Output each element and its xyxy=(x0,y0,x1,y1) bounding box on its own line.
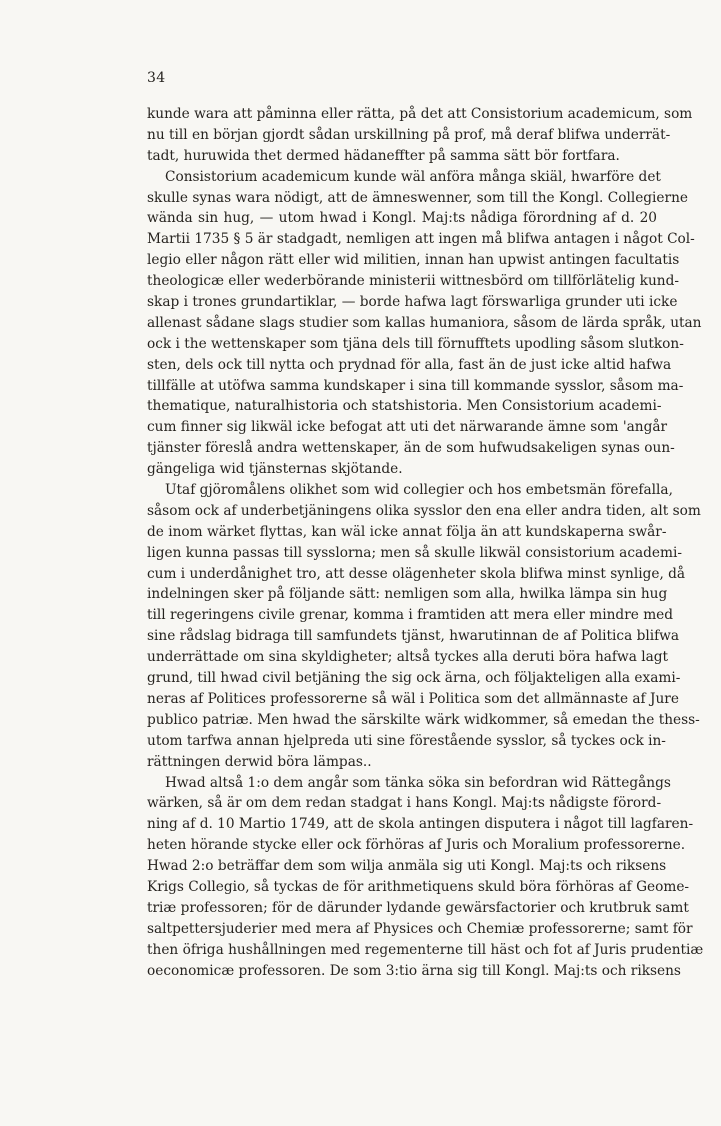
text-line: sten, dels ock till nytta och prydnad för alla, fast än de just icke altid hafwa xyxy=(147,356,672,373)
text-line: Utaf gjöromålens olikhet som wid collegier och hos embetsmän förefalla, xyxy=(165,482,673,499)
text-line: cum i underdånighet tro, att desse olägenheter skola blifwa minst synlige, då xyxy=(147,565,686,582)
text-line: wända sin hug, — utom hwad i Kongl. Maj:ts nådiga förordning af d. 20 xyxy=(147,210,657,227)
text-line: publico patriæ. Men hwad the särskilte wärk widkommer, så emedan the thess- xyxy=(147,711,700,728)
text-line: Krigs Collegio, så tyckas de för arithmetiquens skuld böra förhöras af Geome- xyxy=(147,878,690,895)
text-line: ning af d. 10 Martio 1749, att de skola antingen disputera i något till lagfaren- xyxy=(147,816,694,833)
text-line: skulle synas wara nödigt, att de ämneswenner, som till the Kongl. Collegierne xyxy=(147,189,688,206)
text-line: nu till en början gjordt sådan urskillning på prof, må deraf blifwa underrät- xyxy=(147,126,671,143)
text-line: sine rådslag bidraga till samfundets tjänst, hwarutinnan de af Politica blifwa xyxy=(147,628,680,645)
text-line: allenast sådane slags studier som kallas humaniora, såsom de lärda språk, utan xyxy=(147,314,702,331)
text-line: Martii 1735 § 5 är stadgadt, nemligen att ingen må blifwa antagen i något Col- xyxy=(147,231,695,248)
text-line: ock i the wettenskaper som tjäna dels till förnufftets upodling såsom slutkon- xyxy=(147,335,684,352)
text-line: neras af Politices professorerne så wäl i Politica som det allmännaste af Jure xyxy=(147,690,679,707)
text-line: then öfriga hushållningen med regementerne till häst och fot af Juris prudentiæ xyxy=(147,941,704,958)
text-line: till regeringens civile grenar, komma i framtiden att mera eller mindre med xyxy=(147,607,674,624)
text-line: underrättade om sina skyldigheter; altså tyckes alla deruti böra hafwa lagt xyxy=(147,649,669,666)
text-line: saltpettersjuderier med mera af Physices och Chemiæ professorerne; samt för xyxy=(147,920,693,937)
text-line: heten hörande stycke eller ock förhöras af Juris och Moralium professorerne. xyxy=(147,837,686,854)
text-line: indelningen sker på följande sätt: nemligen som alla, hwilka lämpa sin hug xyxy=(147,586,668,603)
text-line: tillfälle at utöfwa samma kundskaper i sina till kommande sysslor, såsom ma- xyxy=(147,377,684,394)
text-line: Hwad 2:o beträffar dem som wilja anmäla sig uti Kongl. Maj:ts och riksens xyxy=(147,858,667,875)
text-line: grund, till hwad civil betjäning the sig ock ärna, och följakteligen alla exami- xyxy=(147,670,681,687)
text-line: oeconomicæ professoren. De som 3:tio ärna sig till Kongl. Maj:ts och riksens xyxy=(147,962,681,979)
text-line: triæ professoren; för de därunder lydande gewärsfactorier och krutbruk samt xyxy=(147,899,689,916)
text-line: de inom wärket flyttas, kan wäl icke annat följa än att kundskaperna swår- xyxy=(147,523,667,540)
text-line: såsom ock af underbetjäningens olika sysslor den ena eller andra tiden, alt som xyxy=(147,502,701,519)
text-line: Hwad altså 1:o dem angår som tänka söka sin befordran wid Rättegångs xyxy=(165,774,671,791)
text-line: rättningen derwid böra lämpas.. xyxy=(147,753,372,770)
text-line: theologicæ eller wederbörande ministerii wittnesbörd om tillförlätelig kund- xyxy=(147,273,679,290)
text-line: kunde wara att påminna eller rätta, på det att Consistorium academicum, som xyxy=(147,106,693,122)
text-line: thematique, naturalhistoria och statshistoria. Men Consistorium academi- xyxy=(147,398,662,415)
page-number: 34 xyxy=(147,70,166,86)
text-line: tjänster föreslå andra wettenskaper, än de som hufwudsakeligen synas oun- xyxy=(147,440,675,457)
text-line: ligen kunna passas till sysslorna; men så skulle likwäl consistorium academi- xyxy=(147,544,682,561)
text-line: utom tarfwa annan hjelpreda uti sine förestående sysslor, så tyckes ock in- xyxy=(147,732,666,749)
text-line: legio eller någon rätt eller wid militien, innan han upwist antingen facultatis xyxy=(147,252,680,269)
text-line: wärken, så är om dem redan stadgat i hans Kongl. Maj:ts nådigste förord- xyxy=(147,795,662,812)
text-line: skap i trones grundartiklar, — borde hafwa lagt förswarliga grunder uti icke xyxy=(147,294,678,311)
text-line: cum finner sig likwäl icke befogat att uti det närwarande ämne som 'angår xyxy=(147,419,668,436)
text-line: Consistorium academicum kunde wäl anföra många skiäl, hwarföre det xyxy=(165,168,661,185)
body-text xyxy=(147,104,704,981)
text-line: gängeliga wid tjänsternas skjötande. xyxy=(147,461,403,478)
text-line: tadt, huruwida thet dermed hädaneffter på samma sätt bör fortfara. xyxy=(147,147,620,164)
